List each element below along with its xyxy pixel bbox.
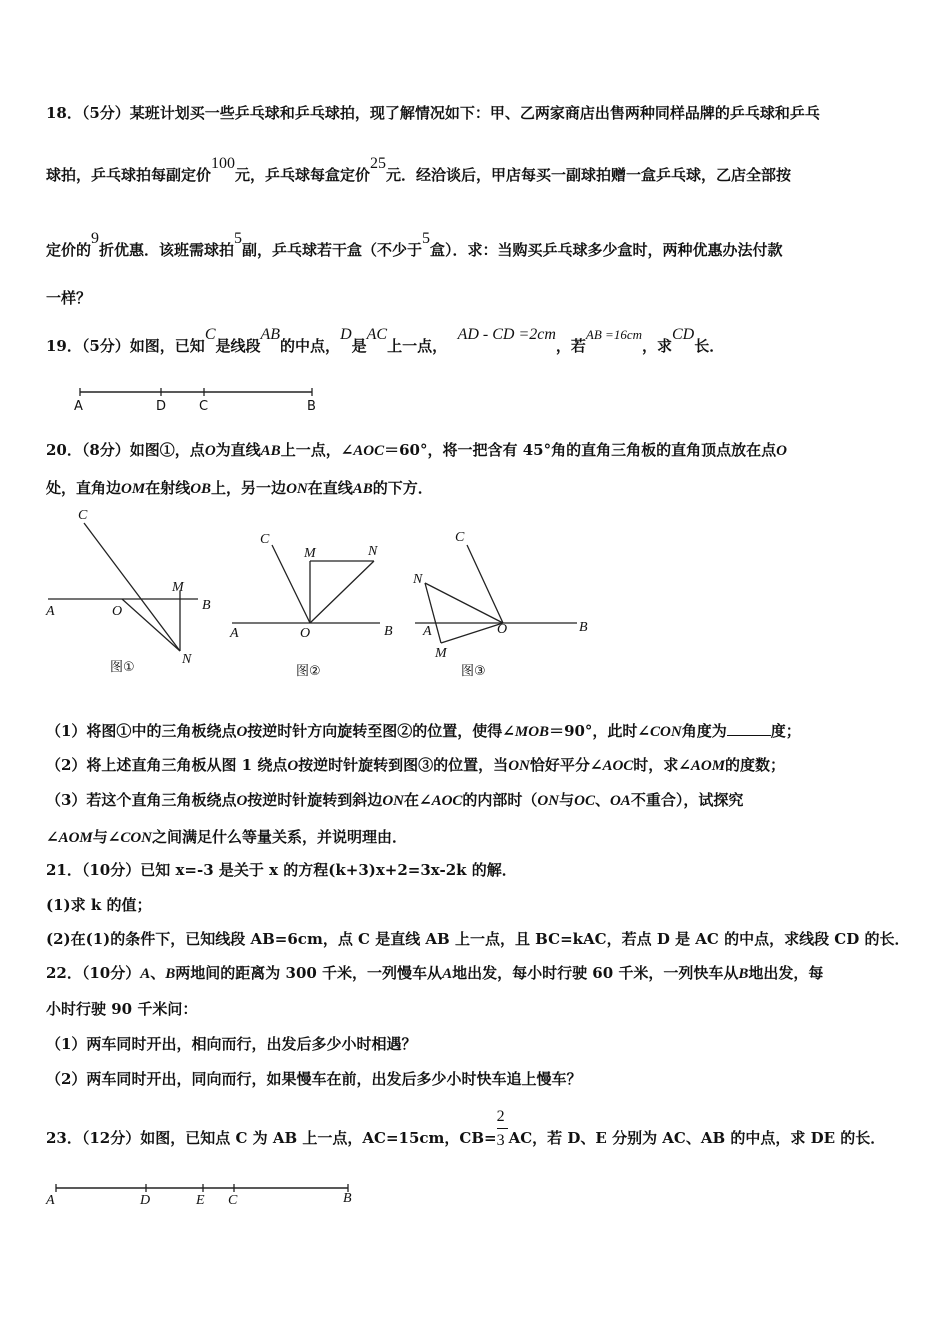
point-a-label: A	[46, 1193, 55, 1208]
point-b-label: B	[307, 399, 316, 414]
point-c-label: C	[199, 399, 209, 414]
svg-text:N: N	[413, 572, 423, 587]
point-d-label: D	[140, 1193, 151, 1208]
q20-figure-2	[228, 525, 408, 685]
q18-line2: 球拍，乒乓球拍每副定价100元，乒乓球每盒定价25元．经洽谈后，甲店每买一副球拍赠一盒乒乓球，乙店全部按	[46, 155, 792, 184]
svg-text:M: M	[304, 546, 316, 561]
point-c-label: C	[228, 1193, 238, 1208]
q21-line1: 21．（10分）已知 x=-3 是关于 x 的方程(k+3)x+2=3x-2k 的解．	[46, 861, 517, 879]
q23-line: 23．（12分）如图，已知点 C 为 AB 上一点，AC=15cm，CB= $\frac{2}{3}$ AC，若 D、E 分别为 AC、AB 的中点，求 DE 的长．	[46, 1108, 886, 1149]
svg-text:O: O	[112, 604, 123, 619]
q21-line3: (2)在(1)的条件下，已知线段 AB=6cm，点 C 是直线 AB 上一点，且 BC=kAC，若点 D 是 AC 的中点，求线段 CD 的长．	[46, 930, 910, 948]
figure-2-caption: 图②	[296, 664, 321, 679]
q18-line3: 定价的9折优惠．该班需球拍5副，乒乓球若干盒（不少于5盒）．求：当购买乒乓球多少盒时，两种优惠办法付款	[46, 230, 783, 259]
answer-blank[interactable]	[727, 721, 771, 736]
q19-line: 19．（5分）如图，已知C是线段AB的中点，D是AC上一点， AD - CD =2cm，若AB =16cm，求CD长．	[46, 326, 725, 355]
fraction-two-thirds: $\frac{2}{3}$	[497, 1130, 509, 1148]
point-a-label: A	[74, 399, 83, 414]
figure-1-caption: 图①	[110, 660, 135, 675]
svg-text:B: B	[202, 598, 211, 613]
q20-part2: （2）将上述直角三角板从图 1 绕点O按逆时针旋转到图③的位置，当ON恰好平分∠AOC时，求∠AOM的度数；	[46, 756, 786, 774]
q20-figure-3	[405, 525, 605, 685]
q22-line1: 22．（10分）A、B两地间的距离为 300 千米，一列慢车从A地出发，每小时行驶 60 千米，一列快车从B地出发，每	[46, 964, 824, 982]
svg-text:N: N	[368, 544, 378, 559]
svg-text:A: A	[230, 626, 239, 641]
point-b-label: B	[343, 1191, 352, 1206]
svg-text:O: O	[300, 626, 311, 641]
svg-text:O: O	[497, 622, 508, 637]
svg-text:A: A	[46, 604, 55, 619]
svg-text:C: C	[78, 508, 88, 523]
q20-line1: 20．（8分）如图①，点O为直线AB上一点，∠AOC＝60°，将一把含有 45°角的直角三角板的直角顶点放在点O	[46, 441, 787, 459]
q18-line4: 一样？	[46, 289, 92, 307]
svg-text:C: C	[260, 532, 270, 547]
figure-3-caption: 图③	[461, 664, 486, 679]
q23-segment-figure	[42, 1180, 362, 1215]
svg-text:N: N	[182, 652, 192, 667]
svg-text:A: A	[423, 624, 432, 639]
svg-text:M: M	[172, 580, 184, 595]
svg-text:C: C	[455, 530, 465, 545]
svg-text:B: B	[579, 620, 588, 635]
svg-text:M: M	[435, 646, 447, 661]
q22-line2: 小时行驶 90 千米问：	[46, 1000, 198, 1018]
q19-segment-figure	[70, 380, 330, 415]
svg-text:B: B	[384, 624, 393, 639]
q21-line2: (1)求 k 的值；	[46, 896, 152, 914]
point-d-label: D	[156, 399, 167, 414]
q18-line1: 18．（5分）某班计划买一些乒乓球和乒乓球拍，现了解情况如下：甲、乙两家商店出售两种同样品牌的乒乓球和乒乓	[46, 104, 820, 122]
q20-part1: （1）将图①中的三角板绕点O按逆时针方向旋转至图②的位置，使得∠MOB＝90°，此时∠CON角度为 度；	[46, 722, 801, 740]
point-e-label: E	[196, 1193, 205, 1208]
q20-line2: 处，直角边OM在射线OB上，另一边ON在直线AB的下方．	[46, 479, 433, 497]
q20-part3-cont: ∠AOM与∠CON之间满足什么等量关系，并说明理由．	[46, 828, 408, 846]
q22-line3: （1）两车同时开出，相向而行，出发后多少小时相遇？	[46, 1035, 417, 1053]
q22-line4: （2）两车同时开出，同向而行，如果慢车在前，出发后多少小时快车追上慢车？	[46, 1070, 582, 1088]
q20-part3: （3）若这个直角三角板绕点O按逆时针旋转到斜边ON在∠AOC的内部时（ON与OC、OA不重合），试探究	[46, 791, 744, 809]
q20-figure-1	[40, 505, 230, 685]
